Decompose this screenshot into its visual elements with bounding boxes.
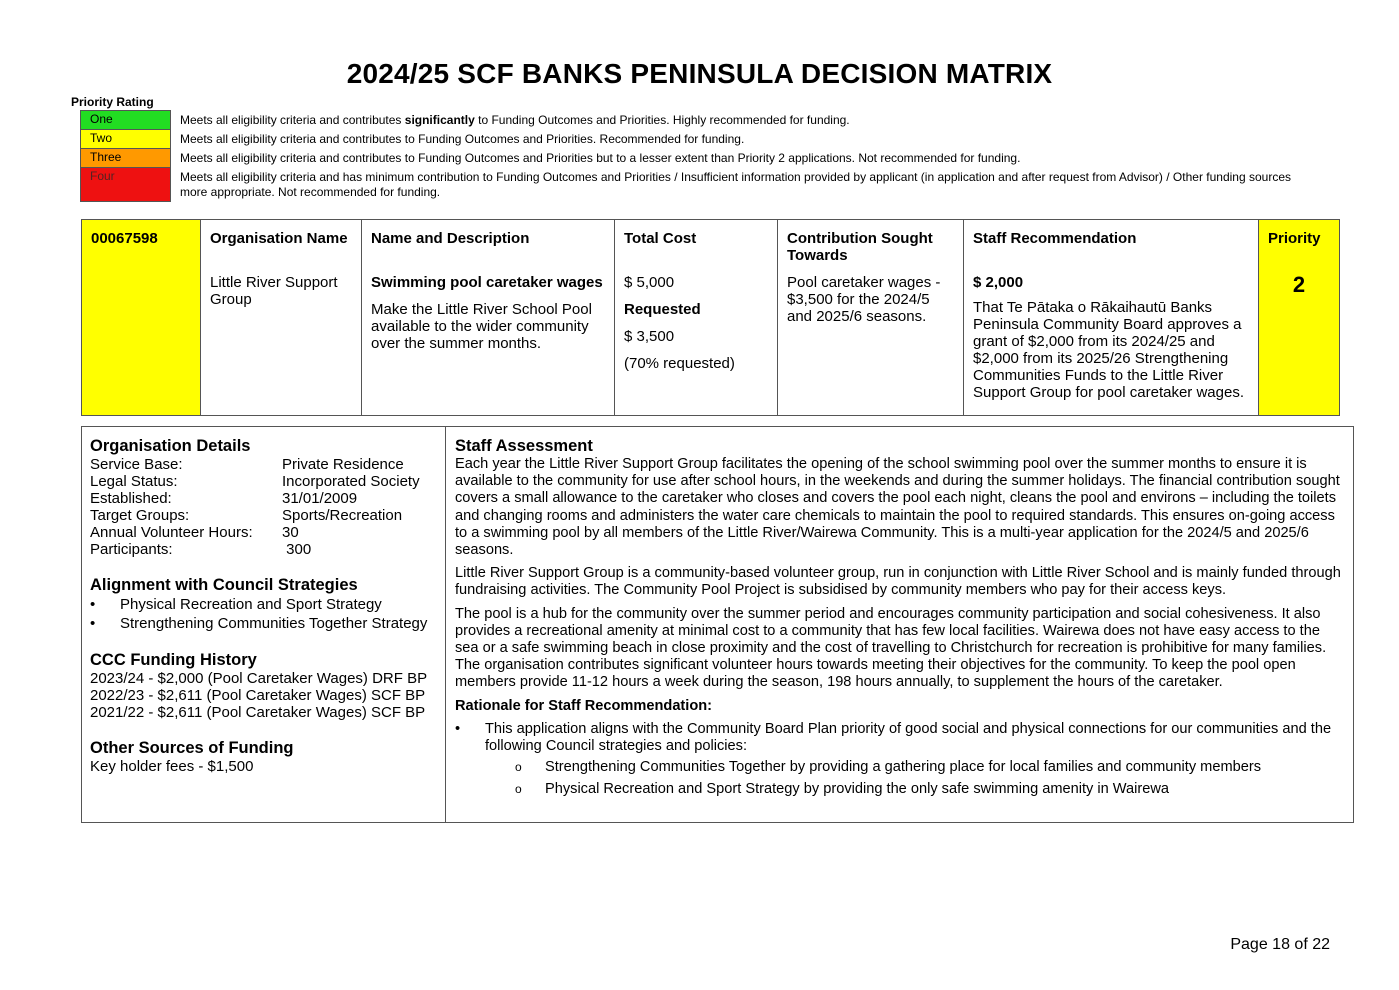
priority-header: Priority bbox=[1268, 230, 1321, 247]
list-item: • Strengthening Communities Together Strategy bbox=[90, 614, 437, 633]
priority-rating-heading: Priority Rating bbox=[71, 95, 154, 109]
project-description: Make the Little River School Pool available to the wider community over the summer months. bbox=[371, 301, 592, 352]
alignment-title: Alignment with Council Strategies bbox=[90, 576, 358, 594]
rationale-title: Rationale for Staff Recommendation: bbox=[455, 697, 713, 714]
staff-assessment-title: Staff Assessment bbox=[455, 437, 593, 455]
recommendation-text: That Te Pātaka o Rākaihautū Banks Peninsula Community Board approves a grant of $2,000 from its 2024/25 and $2,000 from its 2025/26 Strengthening Communities Funds to the Little River Support Group for pool caretaker wages. bbox=[973, 299, 1244, 401]
application-table bbox=[81, 219, 1340, 416]
requested-amount: $ 3,500 bbox=[624, 328, 675, 345]
name-description-cell bbox=[362, 220, 615, 416]
details-panel bbox=[81, 426, 1354, 823]
org-name: Little River Support Group bbox=[210, 274, 338, 308]
list-item: • Physical Recreation and Sport Strategy bbox=[90, 595, 437, 614]
other-funding-item: Key holder fees - $1,500 bbox=[90, 758, 254, 775]
org-details-title: Organisation Details bbox=[90, 437, 251, 455]
legend-row-two bbox=[81, 130, 1320, 149]
total-cost-cell bbox=[615, 220, 778, 416]
detail-row: Service Base: Private Residence bbox=[90, 456, 404, 473]
funding-history-item: 2021/22 - $2,611 (Pool Caretaker Wages) SCF BP bbox=[90, 704, 426, 721]
recommended-amount: $ 2,000 bbox=[973, 274, 1024, 291]
funding-history-item: 2022/23 - $2,611 (Pool Caretaker Wages) SCF BP bbox=[90, 687, 426, 704]
total-cost-value: $ 5,000 bbox=[624, 274, 675, 291]
staff-recommendation-header: Staff Recommendation bbox=[973, 230, 1137, 247]
staff-recommendation-cell bbox=[964, 220, 1259, 416]
organisation-cell bbox=[201, 220, 362, 416]
rationale-bullet: • This application aligns with the Community Board Plan priority of good social and physical connections for our communities and the following Council strategies and policies: bbox=[455, 721, 1344, 755]
funding-history-title: CCC Funding History bbox=[90, 651, 257, 669]
contribution-header: Contribution Sought Towards bbox=[787, 230, 933, 264]
detail-row: Established: 31/01/2009 bbox=[90, 490, 358, 507]
priority-two-swatch: Two bbox=[81, 130, 171, 149]
priority-two-description: Meets all eligibility criteria and contributes to Funding Outcomes and Priorities. Recommended for funding. bbox=[180, 131, 745, 146]
other-funding-title: Other Sources of Funding bbox=[90, 739, 294, 757]
priority-value: 2 bbox=[1292, 272, 1306, 297]
legend-row-one bbox=[81, 111, 1320, 130]
priority-one-description: Meets all eligibility criteria and contributes significantly to Funding Outcomes and Priorities. Highly recommended for funding. bbox=[180, 112, 850, 127]
rationale-sub-bullet: o Physical Recreation and Sport Strategy by providing the only safe swimming amenity in Wairewa bbox=[455, 781, 1344, 798]
requested-label: Requested bbox=[624, 301, 701, 318]
name-description-header: Name and Description bbox=[371, 230, 530, 247]
contribution-cell bbox=[778, 220, 964, 416]
detail-row: Participants: 300 bbox=[90, 541, 312, 558]
priority-legend bbox=[80, 110, 1320, 202]
project-name: Swimming pool caretaker wages bbox=[371, 274, 603, 291]
staff-assessment-column bbox=[446, 427, 1353, 822]
page-number: Page 18 of 22 bbox=[1230, 936, 1330, 953]
detail-row: Legal Status: Incorporated Society bbox=[90, 473, 420, 490]
requested-percent: (70% requested) bbox=[624, 355, 735, 372]
detail-row: Target Groups: Sports/Recreation bbox=[90, 507, 403, 524]
priority-one-swatch: One bbox=[81, 111, 171, 130]
alignment-list bbox=[90, 595, 437, 633]
priority-four-swatch: Four bbox=[81, 168, 171, 202]
funding-history-item: 2023/24 - $2,000 (Pool Caretaker Wages) DRF BP bbox=[90, 670, 428, 687]
application-id-cell bbox=[82, 220, 201, 416]
legend-row-four bbox=[81, 168, 1320, 202]
rationale-sub-bullet: o Strengthening Communities Together by providing a gathering place for local families and community members bbox=[455, 759, 1344, 776]
priority-three-swatch: Three bbox=[81, 149, 171, 168]
total-cost-header: Total Cost bbox=[624, 230, 697, 247]
priority-cell bbox=[1259, 220, 1340, 416]
legend-row-three bbox=[81, 149, 1320, 168]
organisation-details-column bbox=[82, 427, 446, 822]
org-name-header: Organisation Name bbox=[210, 230, 348, 247]
page-title: 2024/25 SCF BANKS PENINSULA DECISION MATRIX bbox=[346, 58, 1053, 89]
priority-three-description: Meets all eligibility criteria and contributes to Funding Outcomes and Priorities but to a lesser extent than Priority 2 applications. Not recommended for funding. bbox=[180, 150, 1021, 165]
contribution-text: Pool caretaker wages - $3,500 for the 2024/5 and 2025/6 seasons. bbox=[787, 274, 941, 325]
priority-four-description: Meets all eligibility criteria and has minimum contribution to Funding Outcomes and Priorities / Insufficient information provided by applicant (in application and after request from Advisor) / Other funding sources more appropriate. Not recommended for funding. bbox=[180, 169, 1291, 199]
assessment-paragraph: Each year the Little River Support Group facilitates the opening of the school swimming pool over the summer months to ensure it is available to the community for use after school hours, in the weekends and during the summer holidays. The financial contribution sought covers a small allowance to the caretaker who closes and covers the pool each night, cleans the pool and environs – including the toilets and changing rooms and administers the water care chemicals to maintain the pool to required standards. This ensures on-going access to a swimming pool by all members of the Little River/Wairewa Community. This is a multi-year application for the 2024/5 and 2025/6 seasons. bbox=[455, 456, 1340, 559]
detail-row: Annual Volunteer Hours: 30 bbox=[90, 524, 299, 541]
application-id: 00067598 bbox=[91, 230, 158, 247]
assessment-paragraph: Little River Support Group is a community-based volunteer group, run in conjunction with Little River School and is mainly funded through fundraising activities. The Community Pool Project is subsidised by community members who pay for their access keys. bbox=[455, 565, 1341, 599]
assessment-paragraph: The pool is a hub for the community over the summer period and encourages community participation and social cohesiveness. It also provides a recreational amenity at minimal cost to a community that has few local facilities. Wairewa does not have easy access to the sea or a safe swimming beach in close proximity and the cost of travelling to Christchurch for recreation is prohibitive for many families. The organisation contributes significant volunteer hours towards meeting their objectives for the community. To keep the pool open members provide 11-12 hours a week during the season, 198 hours annually, to supplement the hours of the caretaker. bbox=[455, 605, 1327, 691]
